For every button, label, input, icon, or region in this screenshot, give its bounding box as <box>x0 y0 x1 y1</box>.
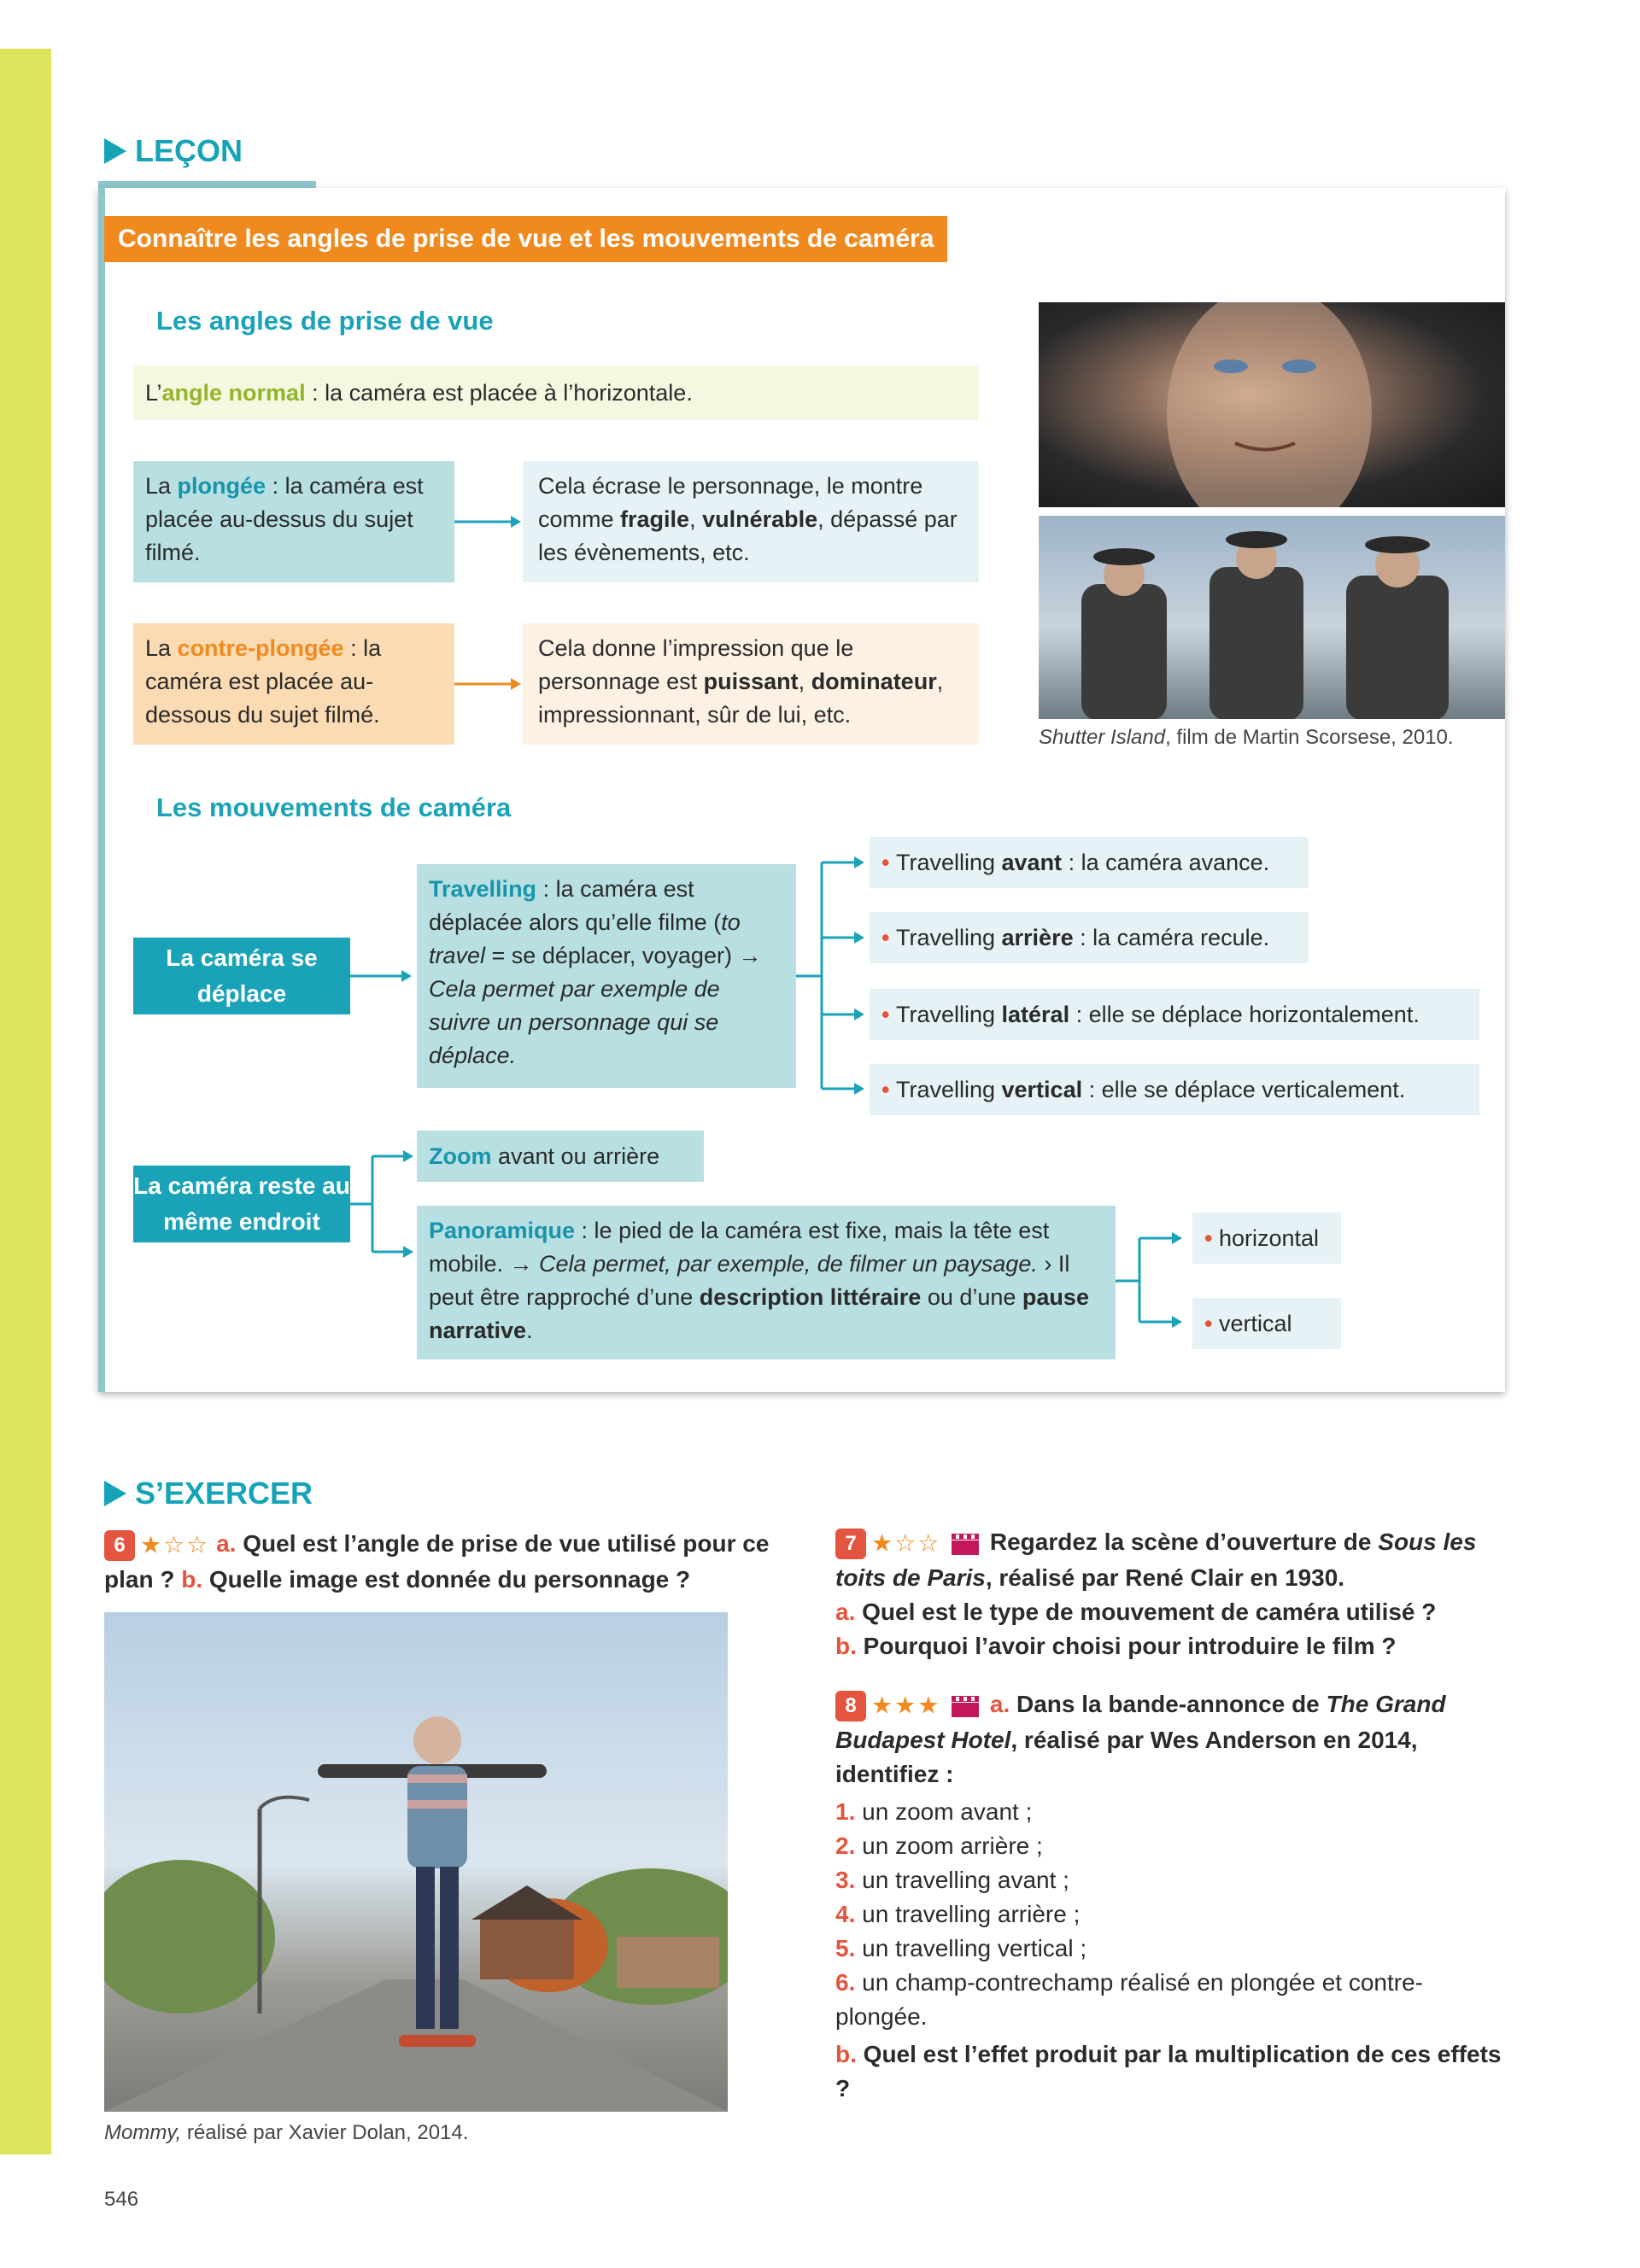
difficulty-stars: ★★★ <box>871 1692 941 1719</box>
photo-close-up-face <box>1039 302 1505 507</box>
list-item: 4. un travelling arrière ; <box>835 1900 1081 1927</box>
mouvements-title: Les mouvements de caméra <box>156 792 512 822</box>
plongee-box: La plongée : la caméra est placée au-dessus du sujet filmé. <box>133 461 454 582</box>
panoramique-box: Panoramique : le pied de la caméra est fixe, mais la tête est mobile. → Cela permet, par exemple, de filmer un paysage. › Il peut être rapproché d’une description littéraire ou d’une pause narrative. <box>417 1206 1116 1359</box>
photo-low-angle-men <box>1039 516 1505 719</box>
exercise-7: 7 ★☆☆ Regardez la scène d’ouverture de Sous les toits de Paris, réalisé par René Clair en 1930. a. Quel est le type de mouvement de caméra utilisé ? b. Pourquoi l’avoir choisi pour introduire le film ? <box>835 1529 1477 1659</box>
difficulty-stars: ★☆☆ <box>140 1531 210 1558</box>
difficulty-stars: ★☆☆ <box>871 1529 941 1557</box>
clapperboard-icon <box>951 1694 980 1718</box>
list-item: 1. un zoom avant ; <box>835 1797 1033 1825</box>
photo-caption: Shutter Island, film de Martin Scorsese, 2010. <box>1039 726 1454 749</box>
photo-skater <box>104 1612 728 2112</box>
list-item: 3. un travelling avant ; <box>835 1866 1069 1893</box>
list-item: 5. un travelling vertical ; <box>835 1934 1087 1961</box>
exercer-heading: S’EXERCER <box>104 1476 313 1511</box>
exercise-number: 7 <box>835 1529 866 1559</box>
skater-caption: Mommy, réalisé par Xavier Dolan, 2014. <box>104 2121 469 2144</box>
skater-illustration <box>104 1612 728 2112</box>
exercise-8-list <box>835 1795 1510 2034</box>
list-item: 6. un champ-contrechamp réalisé en plongée et contre-plongée. <box>835 1968 1423 2030</box>
travelling-type-vertical: • Travelling vertical : elle se déplace verticalement. <box>870 1064 1479 1115</box>
triangle-icon <box>104 1481 126 1506</box>
travelling-type-lateral: • Travelling latéral : elle se déplace horizontalement. <box>870 989 1479 1040</box>
exercise-8-b: b. Quel est l’effet produit par la multiplication de ces effets ? <box>835 2040 1502 2101</box>
pano-type-vertical: • vertical <box>1192 1298 1341 1349</box>
camera-fixed-box: La caméra reste au même endroit <box>133 1166 350 1242</box>
clapperboard-icon <box>951 1532 980 1556</box>
angles-title: Les angles de prise de vue <box>156 306 494 336</box>
lesson-banner: Connaître les angles de prise de vue et les mouvements de caméra <box>104 216 947 262</box>
lecon-heading: LEÇON <box>104 133 243 169</box>
exercise-8: 8 ★★★ a. Dans la bande-annonce de The Grand Budapest Hotel, réalisé par Wes Anderson en 2014, identifiez : 1. un zoom avant ; 2. un zoom arrière ; 3. un travelling avant ; 4. un travelling arrière ; 5. un travelling vertical ; 6. un champ-contrechamp réalisé en plongée et contre-plongée. b. Quel est l’effet produit par la multiplication de ces effets ? <box>835 1687 1510 2106</box>
travelling-type-arriere: • Travelling arrière : la caméra recule. <box>870 912 1309 963</box>
contre-plongee-effect-box: Cela donne l’impression que le personnage est puissant, dominateur, impressionnant, sûr de lui, etc. <box>523 623 979 745</box>
exercise-6: 6 ★☆☆ a. Quel est l’angle de prise de vue utilisé pour ce plan ? b. Quelle image est donnée du personnage ? <box>104 1530 770 1593</box>
face-illustration <box>1039 302 1505 507</box>
travelling-box: Travelling : la caméra est déplacée alors qu’elle filme (to travel = se déplacer, voyager) → Cela permet par exemple de suivre un personnage qui se déplace. <box>417 864 796 1088</box>
page-number: 546 <box>104 2188 139 2211</box>
contre-plongee-box: La contre-plongée : la caméra est placée au-dessous du sujet filmé. <box>133 623 454 745</box>
camera-moves-box: La caméra se déplace <box>133 938 350 1014</box>
plongee-effect-box: Cela écrase le personnage, le montre comme fragile, vulnérable, dépassé par les évènements, etc. <box>523 461 979 582</box>
exercise-number: 8 <box>835 1691 866 1721</box>
pano-type-horizontal: • horizontal <box>1192 1213 1341 1264</box>
zoom-box: Zoom avant ou arrière <box>417 1131 704 1182</box>
exercise-number: 6 <box>104 1530 135 1561</box>
angle-normal-box: L’angle normal : la caméra est placée à l’horizontale. <box>133 365 979 420</box>
travelling-type-avant: • Travelling avant : la caméra avance. <box>870 837 1309 888</box>
three-men-illustration <box>1039 516 1505 719</box>
list-item: 2. un zoom arrière ; <box>835 1832 1043 1859</box>
